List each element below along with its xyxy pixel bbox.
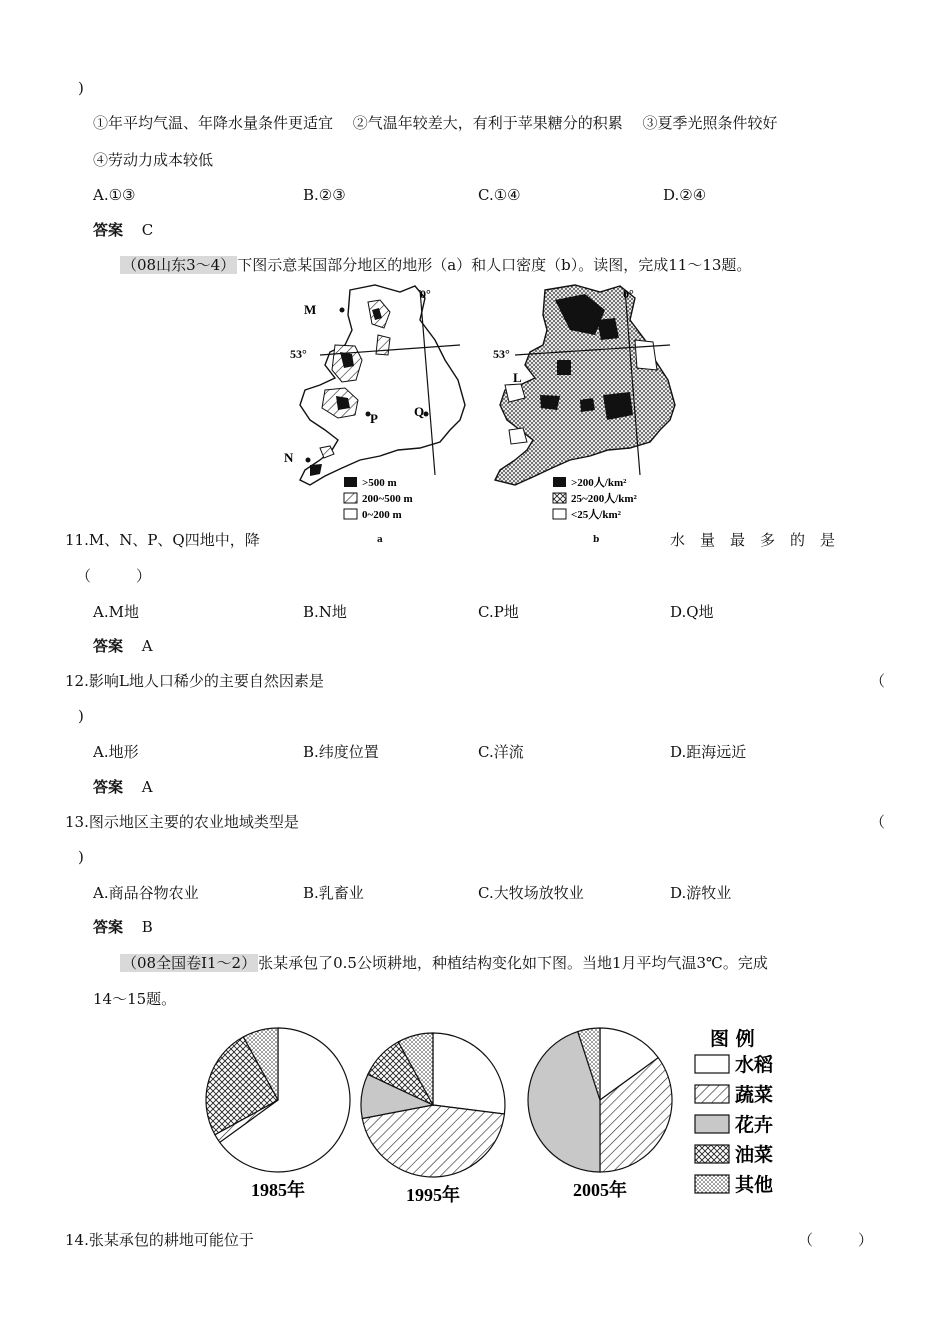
legend-title: 图 例 — [710, 1028, 755, 1050]
legend-swatch-花卉 — [695, 1115, 729, 1133]
planting-structure-chart — [195, 1025, 795, 1215]
q13-option-b: B.乳畜业 — [303, 884, 364, 902]
q10-option-d: D.②④ — [663, 186, 707, 204]
q12-option-b: B.纬度位置 — [303, 743, 379, 761]
q14-paren: （ ） — [798, 1231, 874, 1249]
q11-option-d: D.Q地 — [670, 603, 714, 621]
legend-swatch-蔬菜 — [695, 1085, 729, 1103]
intro2-source: （08全国卷Ⅰ1～2） — [122, 954, 257, 972]
q11-answer-label: 答案 — [93, 637, 124, 655]
q12-stem: 12.影响L地人口稀少的主要自然因素是 — [65, 672, 324, 690]
intro1-text: 下图示意某国部分地区的地形（a）和人口密度（b）。读图，完成11～13题。 — [237, 256, 752, 274]
map-a-label-n: N — [284, 450, 294, 465]
map-b-legend-2: 25~200人/km² — [571, 493, 637, 505]
q12-option-c: C.洋流 — [478, 743, 524, 761]
q10-option-a: A.①③ — [93, 186, 136, 204]
map-b-caption: b — [593, 535, 600, 545]
q13-option-d: D.游牧业 — [670, 884, 732, 902]
q12-option-d: D.距海远近 — [670, 743, 747, 761]
q10-option-c: C.①④ — [478, 186, 521, 204]
q13-answer-label: 答案 — [93, 918, 124, 936]
map-b-label-lon: 0° — [623, 287, 634, 301]
map-a-caption: a — [377, 535, 383, 545]
q13-stem: 13.图示地区主要的农业地域类型是 — [65, 813, 299, 831]
q10-option-b: B.②③ — [303, 186, 346, 204]
q11-stem-left: 11.M、N、P、Q四地中，降 — [65, 531, 260, 549]
q11-stem-right: 水 量 最 多 的 是 — [670, 531, 836, 549]
q13-paren-close: ) — [78, 848, 84, 866]
legend-swatch-油菜 — [695, 1145, 729, 1163]
q10-answer-label: 答案 — [93, 221, 124, 239]
pie-year-label: 1995年 — [406, 1185, 460, 1205]
q10-answer: C — [141, 221, 154, 239]
map-a-legend-3: 0~200 m — [362, 509, 402, 521]
q13-option-c: C.大牧场放牧业 — [478, 884, 584, 902]
intro1-source: （08山东3～4） — [122, 256, 236, 274]
map-a-legend-1: >500 m — [362, 477, 397, 489]
legend-swatch-其他 — [695, 1175, 729, 1193]
pie-slice-1995年-蔬菜 — [362, 1105, 504, 1177]
q13-paren-open: （ — [870, 813, 886, 831]
q11-paren: （ ） — [76, 567, 152, 585]
q10-reason4: ④劳动力成本较低 — [93, 151, 214, 169]
legend-label-花卉: 花卉 — [735, 1114, 774, 1136]
map-b-legend-1: >200人/km² — [571, 477, 627, 489]
q12-option-a: A.地形 — [93, 743, 139, 761]
pie-year-label: 1985年 — [251, 1180, 305, 1200]
q13-option-a: A.商品谷物农业 — [93, 884, 199, 902]
q12-answer: A — [141, 778, 153, 796]
map-a-label-lon: 0° — [420, 287, 431, 301]
terrain-map — [280, 280, 480, 530]
map-b-legend-3: <25人/km² — [571, 509, 621, 521]
legend-label-油菜: 油菜 — [735, 1144, 774, 1166]
q14-stem: 14.张某承包的耕地可能位于 — [65, 1231, 254, 1249]
legend-label-蔬菜: 蔬菜 — [735, 1084, 774, 1106]
q10-reasons: ①年平均气温、年降水量条件更适宜 ②气温年较差大，有利于苹果糖分的积累 ③夏季光照条件较好 — [93, 114, 778, 132]
pie-year-label: 2005年 — [573, 1180, 627, 1200]
q11-option-c: C.P地 — [478, 603, 519, 621]
map-a-label-p: P — [370, 411, 378, 426]
q11-answer: A — [141, 637, 153, 655]
intro2-text2: 14～15题。 — [93, 990, 177, 1008]
map-a-label-lat: 53° — [290, 347, 307, 361]
intro2-text: 张某承包了0.5公顷耕地，种植结构变化如下图。当地1月平均气温3℃。完成 — [258, 954, 768, 972]
q12-paren-close: ) — [78, 707, 84, 725]
map-a-legend-2: 200~500 m — [362, 493, 413, 505]
legend-label-其他: 其他 — [735, 1174, 774, 1196]
q10-paren-close: ) — [78, 79, 84, 97]
q12-paren-open: （ — [870, 672, 886, 690]
map-a-label-m: M — [304, 302, 317, 317]
map-b-label-lat: 53° — [493, 347, 510, 361]
legend-label-水稻: 水稻 — [735, 1054, 774, 1076]
legend-swatch-水稻 — [695, 1055, 729, 1073]
map-b-label-l: L — [513, 370, 522, 385]
q11-option-b: B.N地 — [303, 603, 347, 621]
pie-slice-1995年-水稻 — [433, 1033, 505, 1114]
map-a-label-q: Q — [414, 404, 425, 419]
q11-option-a: A.M地 — [93, 603, 139, 621]
q13-answer: B — [141, 918, 153, 936]
q12-answer-label: 答案 — [93, 778, 124, 796]
population-map — [485, 280, 685, 530]
